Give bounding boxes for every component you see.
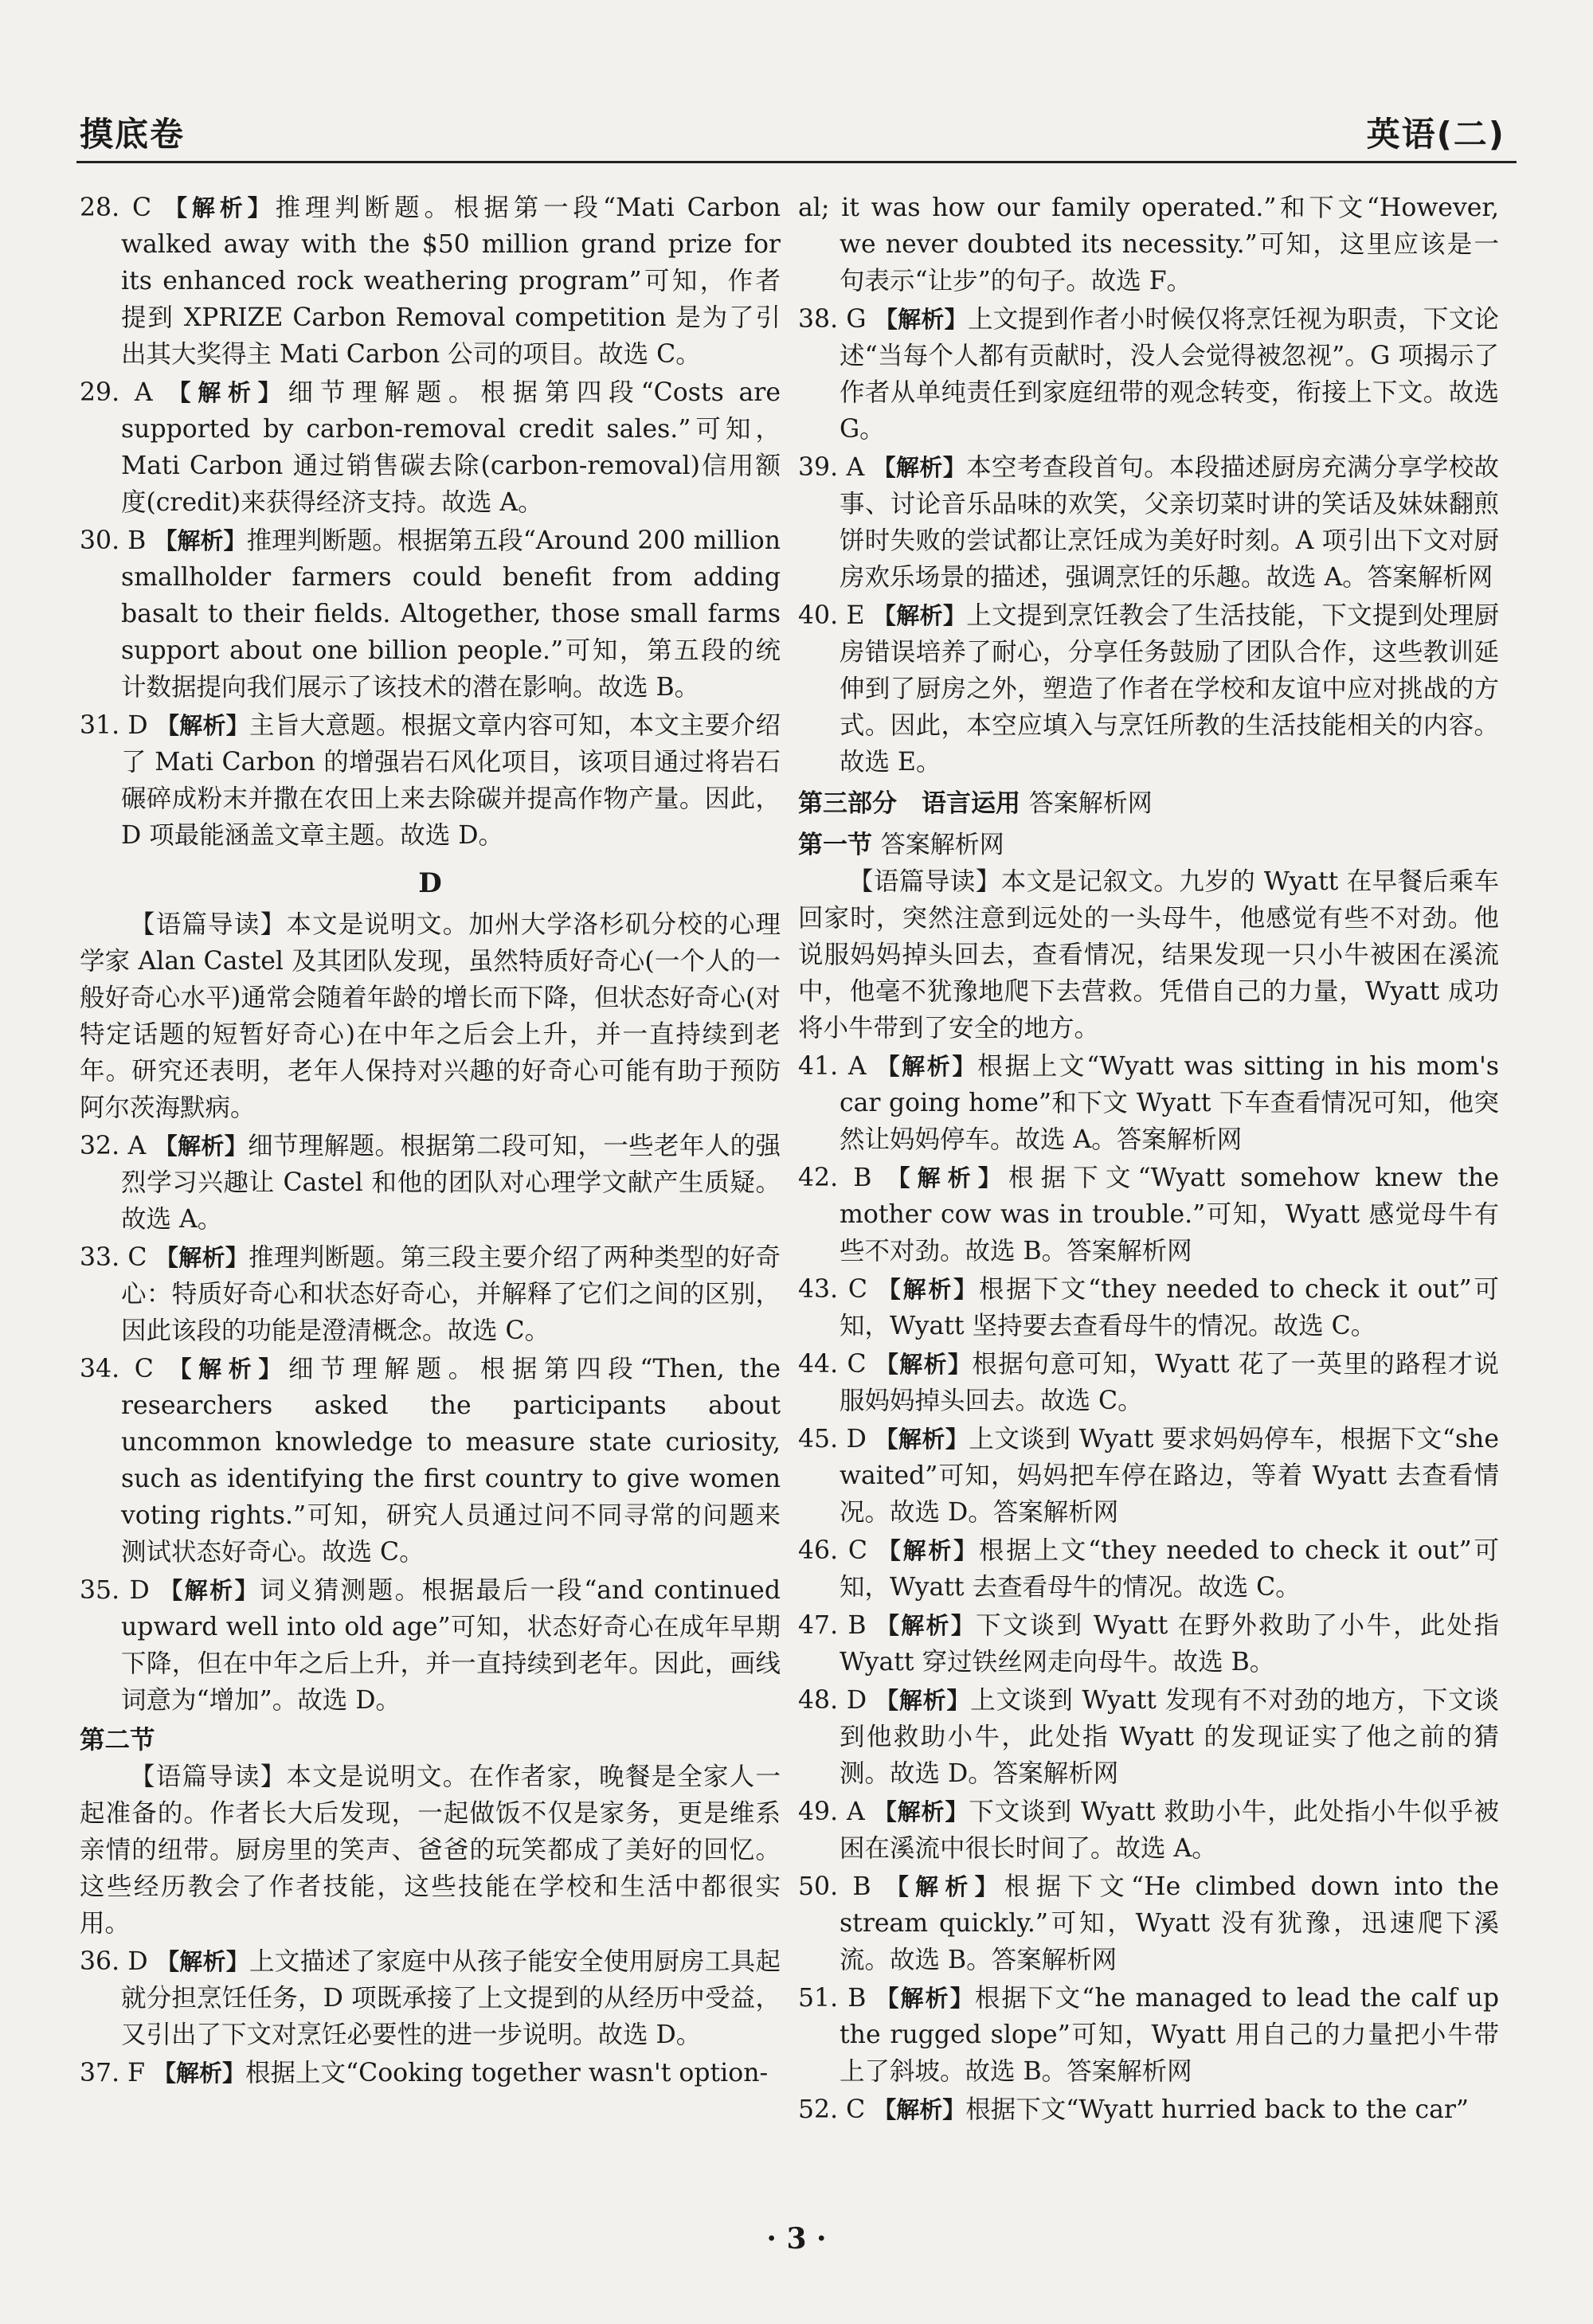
analysis-tag: 【解析】 bbox=[874, 306, 968, 333]
question-number: 29. A bbox=[80, 378, 153, 407]
analysis-tag: 【解析】 bbox=[875, 1687, 971, 1714]
analysis-text: 上文谈到 Wyatt 发现有不对劲的地方，下文谈到他救助小牛，此处指 Wyatt 的发现证实了他之前的猜测。故选 D。答案解析网 bbox=[840, 1686, 1499, 1788]
analysis-text: 词义猜测题。根据最后一段“and continued upward well into old age”可知，状态好奇心在成年早期下降，但在中年之后上升，并一直持续到老年。因此，画线词意为“增加”。故选 D。 bbox=[121, 1576, 781, 1715]
question-number: 40. E bbox=[798, 601, 865, 630]
analysis-text: 上文提到烹饪教会了生活技能，下文提到处理厨房错误培养了耐心，分享任务鼓励了团队合作，这些教训延伸到了厨房之外，塑造了作者在学校和友谊中应对挑战的方式。因此，本空应填入与烹饪所教的生活技能相关的内容。故选 E。 bbox=[840, 601, 1499, 777]
answer-item bbox=[80, 1239, 781, 1349]
analysis-text: 根据下文“Wyatt hurried back to the car” bbox=[965, 2095, 1470, 2124]
question-number: 47. B bbox=[798, 1611, 867, 1640]
analysis-text: 细节理解题。根据第二段可知，一些老年人的强烈学习兴趣让 Castel 和他的团队对心理学文献产生质疑。故选 A。 bbox=[121, 1132, 781, 1234]
question-number: 33. C bbox=[80, 1243, 147, 1272]
analysis-tag: 【解析】 bbox=[164, 194, 276, 221]
answer-item bbox=[798, 1607, 1499, 1680]
question-number: 48. D bbox=[798, 1686, 867, 1715]
analysis-tag: 【解析】 bbox=[155, 1244, 249, 1271]
part-title-extra: 答案解析网 bbox=[880, 831, 1004, 859]
question-number: 51. B bbox=[798, 1984, 867, 2013]
answer-item bbox=[80, 1572, 781, 1719]
answer-item-continued: al; it was how our family operated.”和下文“However, we never doubted its necessity.”可知，这里应该是一句表示“让步”的句子。故选 F。 bbox=[798, 194, 1499, 295]
analysis-tag: 【解析】 bbox=[877, 1276, 979, 1303]
answer-item bbox=[798, 1160, 1499, 1270]
answer-item bbox=[798, 2091, 1499, 2128]
analysis-text: 根据上文“Wyatt was sitting in his mom's car going home”和下文 Wyatt 下车查看情况可知，他突然让妈妈停车。故选 A。答案解析网 bbox=[840, 1052, 1499, 1154]
analysis-tag: 【解析】 bbox=[154, 527, 247, 554]
question-number: 34. C bbox=[80, 1355, 154, 1383]
answer-item bbox=[798, 1868, 1499, 1978]
answer-item bbox=[798, 1346, 1499, 1419]
answer-item bbox=[80, 1128, 781, 1238]
answer-item bbox=[798, 1794, 1499, 1867]
answer-item bbox=[798, 1271, 1499, 1344]
question-number: 32. A bbox=[80, 1132, 147, 1160]
analysis-text: 上文描述了家庭中从孩子能安全使用厨房工具起就分担烹饪任务，D 项既承接了上文提到的从经历中受益，又引出了下文对烹饪必要性的进一步说明。故选 D。 bbox=[121, 1947, 781, 2049]
question-number: 50. B bbox=[798, 1872, 871, 1901]
answer-item bbox=[80, 1351, 781, 1571]
passage-guide: 【语篇导读】本文是说明文。加州大学洛杉矶分校的心理学家 Alan Castel 及其团队发现，虽然特质好奇心(一个人的一般好奇心水平)通常会随着年龄的增长而下降，但状态好奇心(对特定话题的短暂好奇心)在中年之后会上升，并一直持续到老年。研究还表明，老年人保持对兴趣的好奇心可能有助于预防阿尔茨海默病。 bbox=[80, 910, 781, 1122]
question-number: 43. C bbox=[798, 1275, 867, 1304]
question-number: 36. D bbox=[80, 1947, 148, 1976]
analysis-tag: 【解析】 bbox=[873, 1798, 969, 1825]
analysis-tag: 【解析】 bbox=[152, 2060, 245, 2087]
analysis-text: 推理判断题。第三段主要介绍了两种类型的好奇心：特质好奇心和状态好奇心，并解释了它们之间的区别，因此该段的功能是澄清概念。故选 C。 bbox=[121, 1243, 781, 1345]
question-number: 39. A bbox=[798, 453, 865, 482]
analysis-text: 根据句意可知，Wyatt 花了一英里的路程才说服妈妈掉头回去。故选 C。 bbox=[840, 1350, 1500, 1415]
question-number: 31. D bbox=[80, 711, 148, 740]
analysis-text: 细节理解题。根据第四段“Then, the researchers asked the participants about uncommon knowledge to measure state curiosity, such as identifying the first country to give women voting rights.”可知，研究人员通过问不同寻常的问题来测试状态好奇心。故选 C。 bbox=[121, 1355, 781, 1567]
left-column bbox=[80, 190, 781, 2093]
analysis-text: 根据上文“Cooking together wasn't option- bbox=[245, 2059, 769, 2087]
part-title-extra: 答案解析网 bbox=[1028, 789, 1153, 818]
answer-item bbox=[798, 301, 1499, 448]
part-title-text: 第三部分 语言运用 bbox=[798, 789, 1020, 818]
answer-item bbox=[798, 1048, 1499, 1158]
analysis-tag: 【解析】 bbox=[155, 712, 250, 739]
header-rule bbox=[76, 161, 1517, 163]
analysis-tag: 【解析】 bbox=[877, 1537, 979, 1564]
passage-letter: D bbox=[418, 867, 442, 899]
header-right-title: 英语(二) bbox=[1366, 115, 1505, 154]
answer-item bbox=[80, 374, 781, 521]
part-title bbox=[798, 827, 1499, 863]
analysis-tag: 【解析】 bbox=[875, 1351, 973, 1378]
analysis-text: 下文谈到 Wyatt 救助小牛，此处指小牛似乎被困在溪流中很长时间了。故选 A。 bbox=[840, 1798, 1499, 1863]
analysis-text: 根据下文“Wyatt somehow knew the mother cow was in trouble.”可知，Wyatt 感觉母牛有些不对劲。故选 B。答案解析网 bbox=[840, 1164, 1499, 1266]
header-left-title: 摸底卷 bbox=[80, 115, 186, 154]
analysis-tag: 【解析】 bbox=[875, 1426, 969, 1453]
analysis-text: 根据下文“he managed to lead the calf up the rugged slope”可知，Wyatt 用自己的力量把小牛带上了斜坡。故选 B。答案解析网 bbox=[840, 1984, 1499, 2086]
question-number: 46. C bbox=[798, 1536, 867, 1565]
analysis-tag: 【解析】 bbox=[872, 602, 967, 629]
answer-item bbox=[80, 707, 781, 854]
answer-item bbox=[80, 2055, 781, 2091]
analysis-tag: 【解析】 bbox=[872, 454, 967, 481]
analysis-tag: 【解析】 bbox=[876, 1053, 978, 1080]
question-number: 30. B bbox=[80, 526, 147, 555]
answer-item bbox=[798, 1980, 1499, 2090]
analysis-tag: 【解析】 bbox=[155, 1948, 250, 1975]
question-number: 49. A bbox=[798, 1798, 865, 1826]
answer-item bbox=[798, 1682, 1499, 1792]
answer-item bbox=[80, 190, 781, 373]
analysis-tag: 【解析】 bbox=[875, 1612, 977, 1639]
analysis-text: 上文提到作者小时候仅将烹饪视为职责，下文论述“当每个人都有贡献时，没人会觉得被忽视”。G 项揭示了作者从单纯责任到家庭纽带的观念转变，衔接上下文。故选 G。 bbox=[840, 305, 1499, 444]
question-number: 52. C bbox=[798, 2095, 866, 2124]
question-number: 45. D bbox=[798, 1425, 867, 1453]
question-number: 37. F bbox=[80, 2059, 145, 2087]
analysis-text: 本空考查段首句。本段描述厨房充满分享学校故事、讨论音乐品味的欢笑，父亲切菜时讲的笑话及妹妹翻煎饼时失败的尝试都让烹饪成为美好时刻。A 项引出下文对厨房欢乐场景的描述，强调烹饪的乐趣。故选 A。答案解析网 bbox=[840, 453, 1499, 592]
analysis-text: 根据下文“He climbed down into the stream quickly.”可知，Wyatt 没有犹豫，迅速爬下溪流。故选 B。答案解析网 bbox=[840, 1872, 1499, 1974]
part-title bbox=[798, 785, 1499, 822]
answer-item bbox=[798, 449, 1499, 596]
question-number: 44. C bbox=[798, 1350, 867, 1379]
answer-item bbox=[798, 1532, 1499, 1606]
analysis-text: 上文谈到 Wyatt 要求妈妈停车，根据下文“she waited”可知，妈妈把车停在路边，等着 Wyatt 去查看情况。故选 D。答案解析网 bbox=[840, 1425, 1499, 1527]
analysis-text: 下文谈到 Wyatt 在野外救助了小牛，此处指 Wyatt 穿过铁丝网走向母牛。故选 B。 bbox=[840, 1611, 1499, 1676]
analysis-text: 细节理解题。根据第四段“Costs are supported by carbon-removal credit sales.”可知，Mati Carbon 通过销售碳去除(carbon-removal)信用额度(credit)来获得经济支持。故选 A。 bbox=[121, 378, 781, 517]
question-number: 38. G bbox=[798, 305, 867, 334]
analysis-tag: 【解析】 bbox=[885, 1873, 1004, 1900]
analysis-tag: 【解析】 bbox=[154, 1133, 249, 1160]
passage-guide: 【语篇导读】本文是说明文。在作者家，晚餐是全家人一起准备的。作者长大后发现，一起做饭不仅是家务，更是维系亲情的纽带。厨房里的笑声、爸爸的玩笑都成了美好的回忆。这些经历教会了作者技能，这些技能在学校和生活中都很实用。 bbox=[80, 1763, 781, 1938]
analysis-text: 根据上文“they needed to check it out”可知，Wyatt 去查看母牛的情况。故选 C。 bbox=[840, 1536, 1499, 1602]
answer-item bbox=[80, 522, 781, 706]
analysis-text: 主旨大意题。根据文章内容可知，本文主要介绍了 Mati Carbon 的增强岩石风化项目，该项目通过将岩石碾碎成粉末并撒在农田上来去除碳并提高作物产量。因此，D 项最能涵盖文章主题。故选 D。 bbox=[121, 711, 781, 850]
page-number: · 3 · bbox=[766, 2222, 827, 2256]
analysis-tag: 【解析】 bbox=[167, 379, 288, 406]
question-number: 35. D bbox=[80, 1576, 150, 1605]
answer-item bbox=[80, 1943, 781, 2053]
part-title-text: 第一节 bbox=[798, 831, 872, 859]
question-number: 41. A bbox=[798, 1052, 867, 1081]
analysis-text: 根据下文“they needed to check it out”可知，Wyatt 坚持要去查看母牛的情况。故选 C。 bbox=[840, 1275, 1499, 1340]
answer-item bbox=[798, 1421, 1499, 1531]
answer-item bbox=[798, 597, 1499, 781]
analysis-tag: 【解析】 bbox=[887, 1164, 1009, 1191]
passage-guide: 【语篇导读】本文是记叙文。九岁的 Wyatt 在早餐后乘车回家时，突然注意到远处的一头母牛，他感觉有些不对劲。他说服妈妈掉头回去，查看情况，结果发现一只小牛被困在溪流中，他毫不犹豫地爬下去营救。凭借自己的力量，Wyatt 成功将小牛带到了安全的地方。 bbox=[798, 867, 1499, 1043]
question-number: 42. B bbox=[798, 1164, 872, 1192]
analysis-tag: 【解析】 bbox=[875, 1985, 975, 2012]
section-title: 第二节 bbox=[80, 1725, 155, 1755]
analysis-tag: 【解析】 bbox=[159, 1577, 260, 1604]
analysis-text: 推理判断题。根据第一段“Mati Carbon walked away with the $50 million grand prize for its enhanced rock weathering program”可知，作者提到 XPRIZE Carbon Removal competition 是为了引出其大奖得主 Mati Carbon 公司的项目。故选 C。 bbox=[121, 194, 781, 369]
analysis-text: 推理判断题。根据第五段“Around 200 million smallholder farmers could benefit from adding basalt to their fields. Altogether, those small farms support about one billion people.”可知，第五段的统计数据提向我们展示了该技术的潜在影响。故选 B。 bbox=[121, 526, 781, 702]
analysis-tag: 【解析】 bbox=[873, 2096, 966, 2123]
question-number: 28. C bbox=[80, 194, 152, 222]
analysis-tag: 【解析】 bbox=[168, 1356, 288, 1383]
right-column bbox=[798, 190, 1499, 2130]
